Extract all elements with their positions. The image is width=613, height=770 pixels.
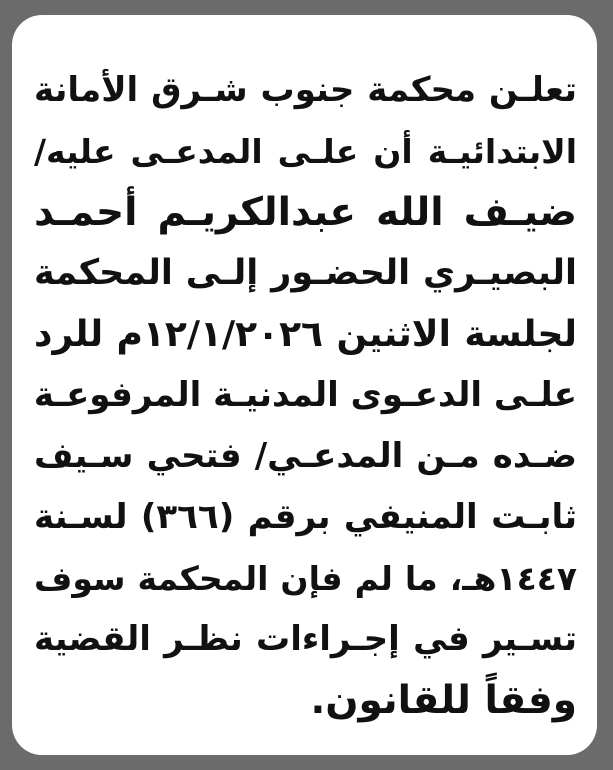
court-notice-text: [34, 60, 577, 731]
notice-card: [12, 15, 597, 755]
notice-line-9: ١٤٤٧هـ، ما لم فإن المحكمة سوف: [34, 559, 577, 598]
notice-line-4: البصيـري الحضـور إلـى المحكمة: [34, 253, 577, 293]
notice-line-10: تسـير في إجـراءات نظـر القضية: [34, 619, 577, 659]
notice-line-1: تعلـن محكمة جنوب شـرق الأمانة: [34, 70, 577, 110]
notice-line-2: الابتدائيـة أن علـى المدعـى عليه/: [34, 132, 577, 171]
notice-line-8: ثابـت المنيفي برقم (٣٦٦) لسـنة: [34, 497, 577, 537]
notice-line-7: ضـده مـن المدعـي/ فتحي سـيف: [34, 436, 577, 476]
notice-line-5: لجلسة الاثنين ١٢/١/٢٠٢٦م للرد: [34, 314, 578, 355]
notice-line-6: علـى الدعـوى المدنيـة المرفوعـة: [33, 375, 577, 415]
notice-line-3: ضيـف الله عبدالكريـم أحمـد: [34, 190, 577, 235]
notice-line-11: وفقاً للقانون.: [310, 678, 577, 723]
